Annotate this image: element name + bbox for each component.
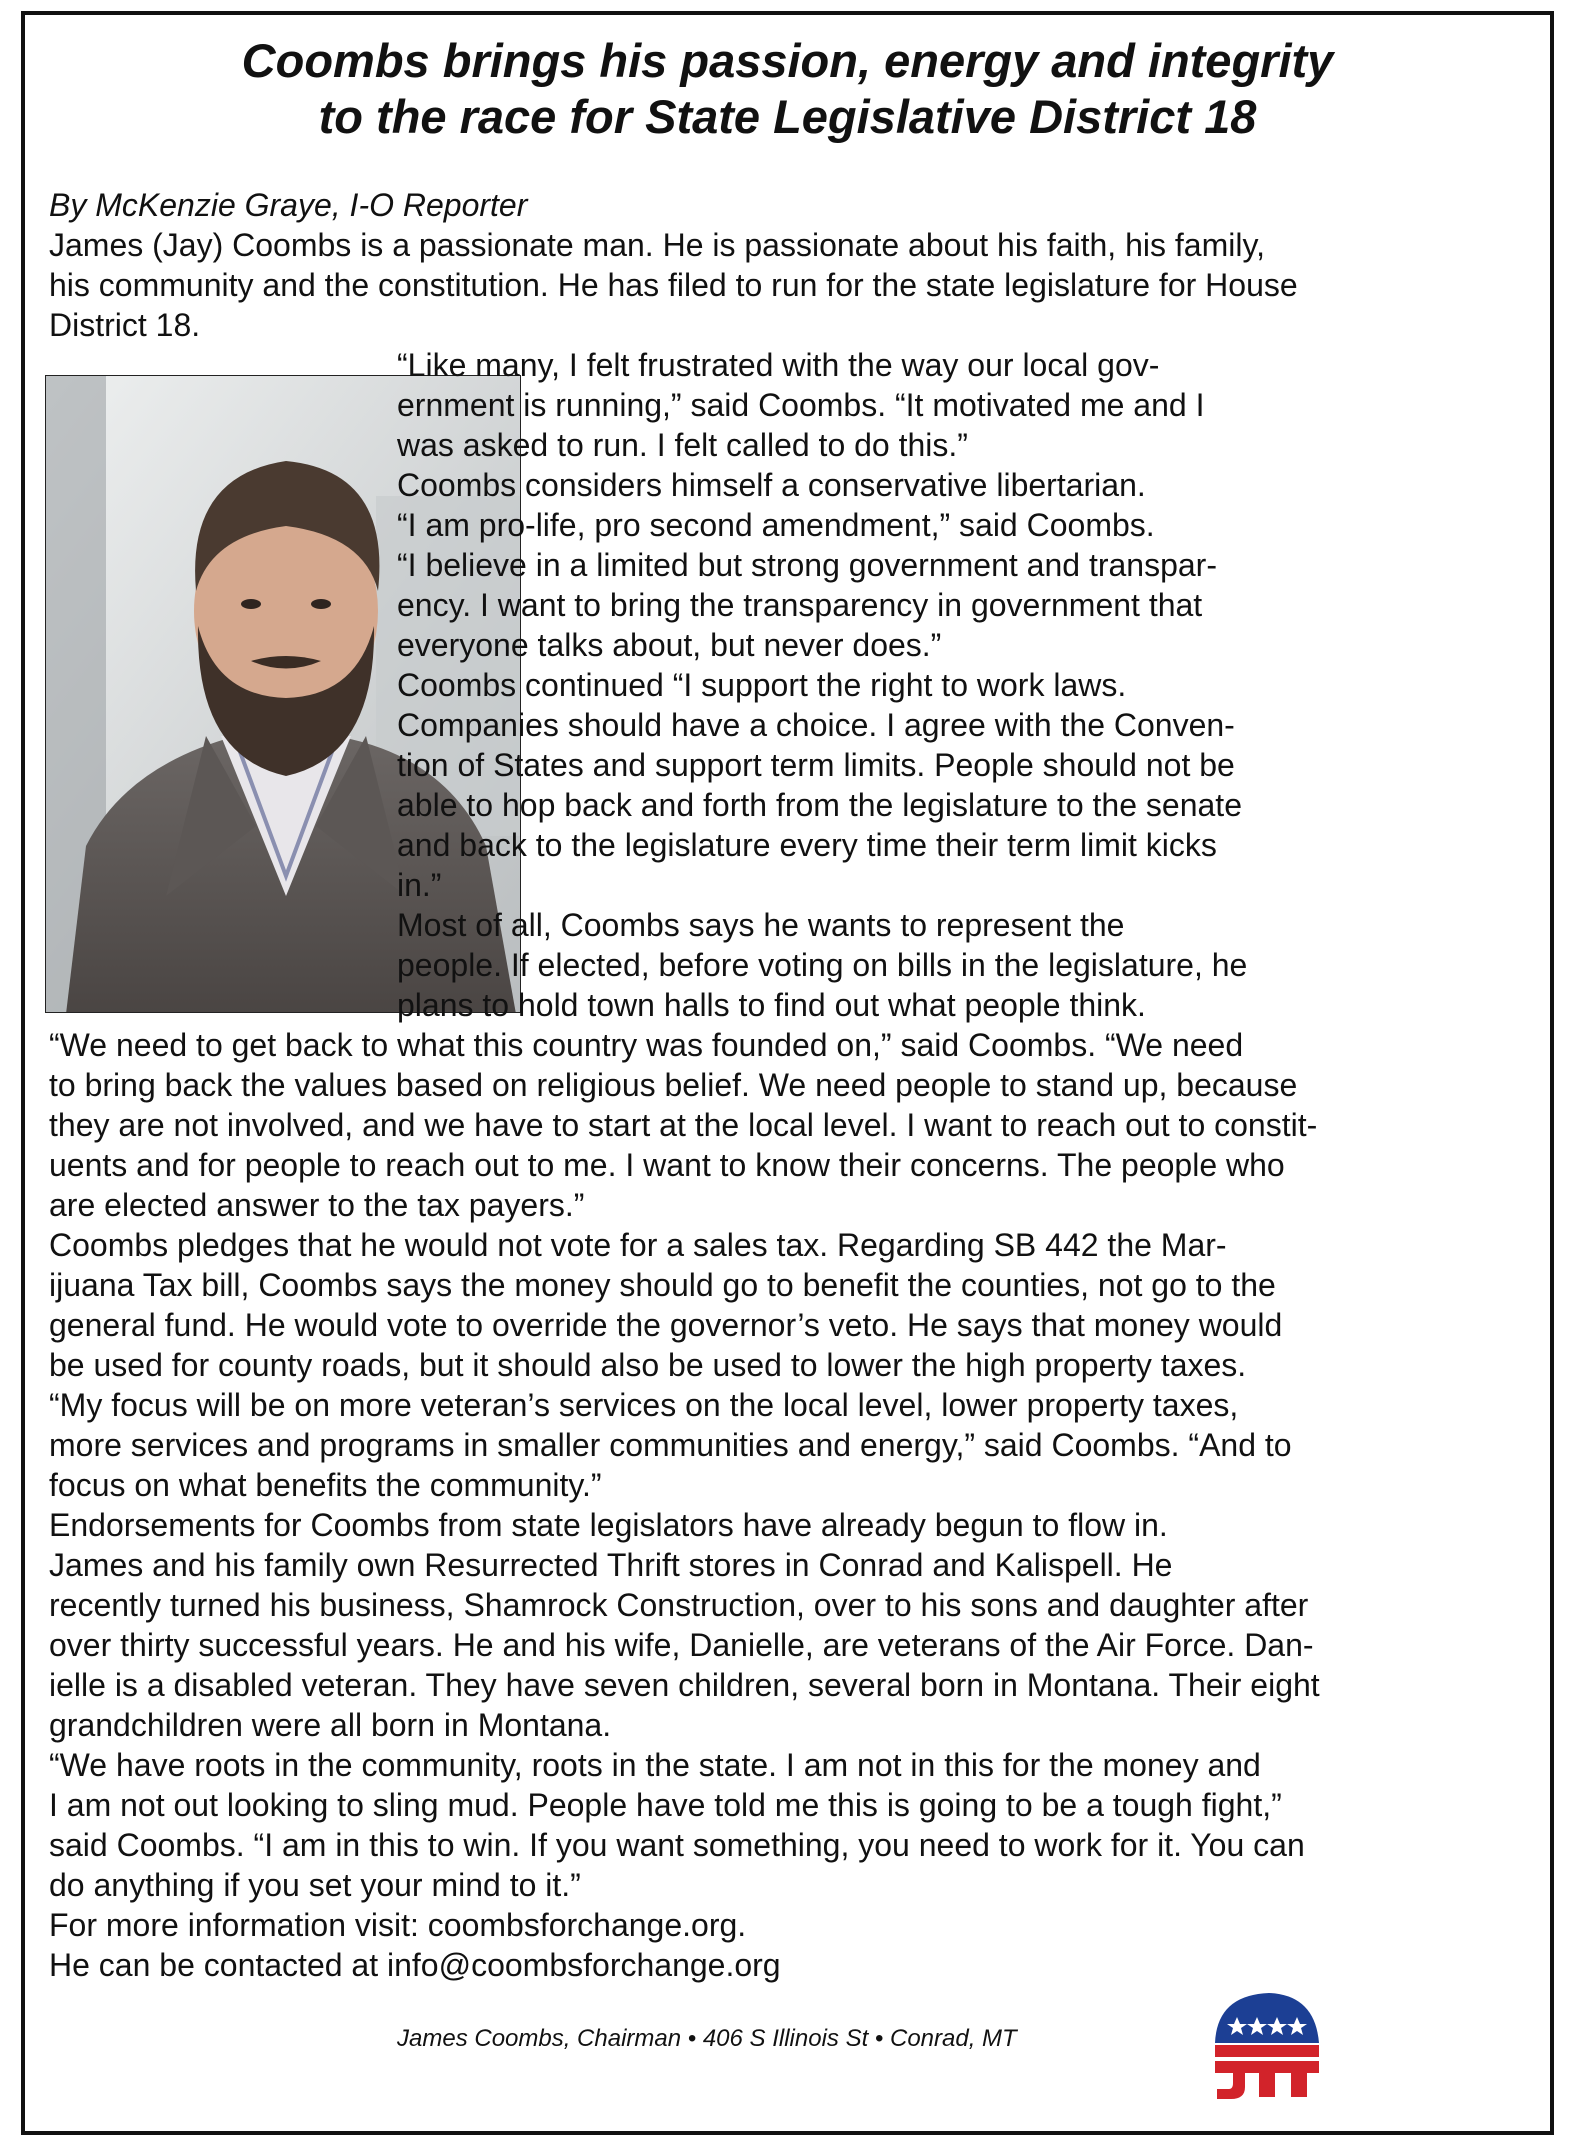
body-line: He can be contacted at info@coombsforchange.org — [49, 1947, 781, 1983]
body-line: to bring back the values based on religious belief. We need people to stand up, because — [49, 1067, 1298, 1103]
body-line: was asked to run. I felt called to do this.” — [397, 427, 968, 463]
body-line: Coombs considers himself a conservative libertarian. — [397, 467, 1146, 503]
body-line: general fund. He would vote to override the governor’s veto. He says that money would — [49, 1307, 1283, 1343]
body-line: they are not involved, and we have to start at the local level. I want to reach out to constit- — [49, 1107, 1318, 1143]
body-line: people. If elected, before voting on bills in the legislature, he — [397, 947, 1248, 983]
republican-elephant-icon — [1207, 1981, 1327, 2101]
body-line: grandchildren were all born in Montana. — [49, 1707, 612, 1743]
body-line: “I believe in a limited but strong government and transpar- — [397, 547, 1217, 583]
body-line: in.” — [397, 867, 442, 903]
byline: By McKenzie Graye, I-O Reporter — [49, 187, 528, 223]
body-line: plans to hold town halls to find out what people think. — [397, 987, 1146, 1023]
footer-address: James Coombs, Chairman • 406 S Illinois St • Conrad, MT — [397, 2025, 1017, 2052]
body-line: are elected answer to the tax payers.” — [49, 1187, 585, 1223]
body-line: Companies should have a choice. I agree with the Conven- — [397, 707, 1235, 743]
body-line: his community and the constitution. He has filed to run for the state legislature for House — [49, 267, 1298, 303]
headline — [25, 33, 1550, 145]
body-line: For more information visit: coombsforchange.org. — [49, 1907, 747, 1943]
body-line: I am not out looking to sling mud. People have told me this is going to be a tough fight,” — [49, 1787, 1282, 1823]
body-line: ielle is a disabled veteran. They have seven children, several born in Montana. Their eight — [49, 1667, 1320, 1703]
body-line: ernment is running,” said Coombs. “It motivated me and I — [397, 387, 1205, 423]
body-line: over thirty successful years. He and his wife, Danielle, are veterans of the Air Force. Dan- — [49, 1627, 1314, 1663]
body-line: James (Jay) Coombs is a passionate man. He is passionate about his faith, his family, — [49, 227, 1265, 263]
advertisement-frame — [21, 11, 1554, 2135]
headline-line-1: Coombs brings his passion, energy and integrity — [241, 34, 1334, 87]
body-line: “We need to get back to what this country was founded on,” said Coombs. “We need — [49, 1027, 1244, 1063]
headline-line-2: to the race for State Legislative District 18 — [318, 90, 1257, 143]
body-line: “I am pro-life, pro second amendment,” said Coombs. — [397, 507, 1155, 543]
body-line: James and his family own Resurrected Thrift stores in Conrad and Kalispell. He — [49, 1547, 1173, 1583]
body-line: Coombs continued “I support the right to work laws. — [397, 667, 1127, 703]
body-line: do anything if you set your mind to it.” — [49, 1867, 581, 1903]
body-line: more services and programs in smaller communities and energy,” said Coombs. “And to — [49, 1427, 1292, 1463]
body-line: Most of all, Coombs says he wants to represent the — [397, 907, 1125, 943]
body-line: said Coombs. “I am in this to win. If you want something, you need to work for it. You can — [49, 1827, 1305, 1863]
body-line: focus on what benefits the community.” — [49, 1467, 602, 1503]
body-line: “My focus will be on more veteran’s services on the local level, lower property taxes, — [49, 1387, 1239, 1423]
body-line: Coombs pledges that he would not vote for a sales tax. Regarding SB 442 the Mar- — [49, 1227, 1227, 1263]
body-line: ijuana Tax bill, Coombs says the money should go to benefit the counties, not go to the — [49, 1267, 1276, 1303]
body-line: “Like many, I felt frustrated with the way our local gov- — [397, 347, 1160, 383]
body-line: uents and for people to reach out to me. I want to know their concerns. The people who — [49, 1147, 1285, 1183]
body-line: everyone talks about, but never does.” — [397, 627, 942, 663]
body-line: tion of States and support term limits. People should not be — [397, 747, 1235, 783]
body-line: ency. I want to bring the transparency in government that — [397, 587, 1203, 623]
body-line: “We have roots in the community, roots in the state. I am not in this for the money and — [49, 1747, 1261, 1783]
body-line: recently turned his business, Shamrock Construction, over to his sons and daughter after — [49, 1587, 1309, 1623]
body-line: District 18. — [49, 307, 201, 343]
body-line: Endorsements for Coombs from state legislators have already begun to flow in. — [49, 1507, 1168, 1543]
body-line: and back to the legislature every time their term limit kicks — [397, 827, 1217, 863]
body-line: be used for county roads, but it should also be used to lower the high property taxes. — [49, 1347, 1247, 1383]
body-line: able to hop back and forth from the legislature to the senate — [397, 787, 1242, 823]
